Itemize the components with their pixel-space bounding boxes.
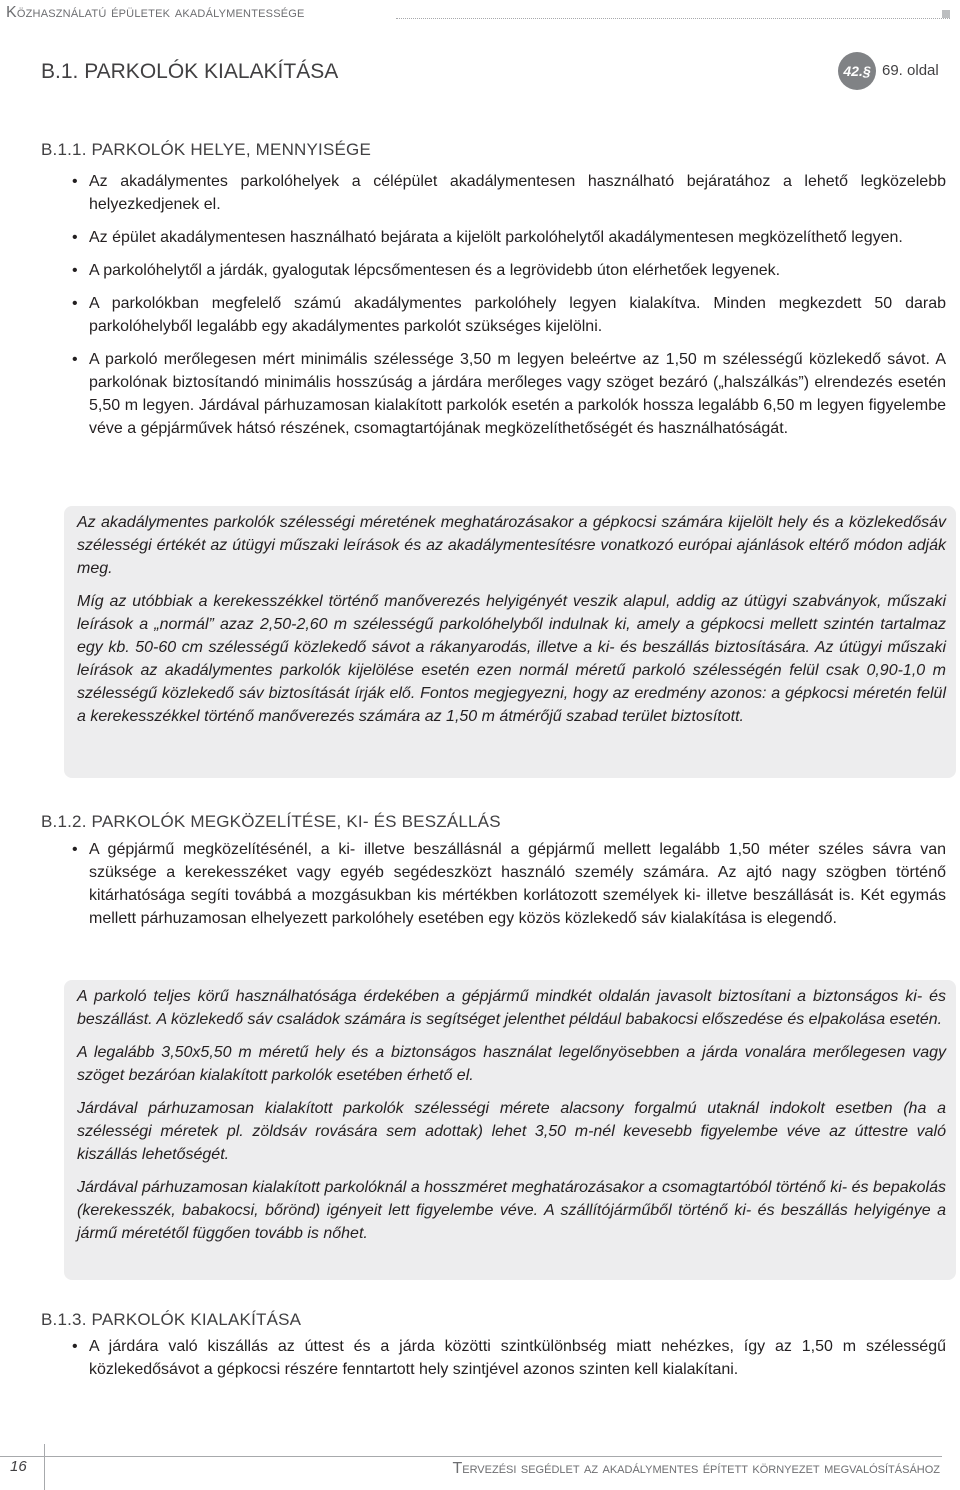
bullet-marker: • xyxy=(72,229,78,246)
page-footer xyxy=(0,1444,960,1490)
bullet-marker: • xyxy=(72,1338,78,1355)
note-paragraph: Míg az utóbbiak a kerekesszékkel történő manőverezés helyigényét veszik alapul, addig az útügyi szabványok, műszaki leírások a „normál” azaz 2,50-2,60 m szélességű parkolóhelyből indulnak ki, amely a gépkocsi mellett szintén tartalmaz egy kb. 50-60 cm szélességű közlekedő sávot a rákanyarodás, illetve a ki- és beszállás biztosítására. Az útügyi műszaki leírások az akadálymentes parkolók kijelölése esetén ezen normál méretű parkoló szélességén felül csak 0,90-1,0 m szélességű közlekedő sáv biztosítását írják elő. Fontos megjegyezni, hogy az eredmény azonos: a gépkocsi méretén felül a kerekesszékkel történő manőverezés számára az 1,50 m átmérőjű szabad terület biztosított. xyxy=(77,593,946,725)
list-item: • Az akadálymentes parkolóhelyek a célépület akadálymentesen használható bejáratához a lehető legközelebb helyezkedjenek el. xyxy=(72,170,946,216)
bullet-list-b12 xyxy=(72,838,946,940)
list-item: • A parkolóhelytől a járdák, gyalogutak lépcsőmentesen és a legrövidebb úton elérhetőek legyenek. xyxy=(72,259,946,282)
bullet-marker: • xyxy=(72,841,78,858)
header-dotted-rule xyxy=(396,18,950,19)
list-item: • Az épület akadálymentesen használható bejárata a kijelölt parkolóhelytől akadálymentesen megközelíthető legyen. xyxy=(72,226,946,249)
note-paragraph: A parkoló teljes körű használhatósága érdekében a gépjármű mindkét oldalán javasolt biztosítani a biztonságos ki- és beszállást. A közlekedő sáv családok számára is segítséget jelenthet például babakocsi előszedése és elpakolása esetén. xyxy=(77,988,946,1028)
footer-tab-divider xyxy=(44,1444,45,1490)
note-paragraph: A legalább 3,50x5,50 m méretű hely és a biztonságos használat legelőnyösebben a járda vonalára merőlegesen vagy szöget bezáróan kialakított parkolók esetében érhető el. xyxy=(77,1044,946,1084)
running-title: Közhasználatú épületek akadálymentessége xyxy=(6,4,305,21)
bullet-marker: • xyxy=(72,351,78,368)
subsection-title-b12: B.1.2. PARKOLÓK MEGKÖZELÍTÉSE, KI- ÉS BESZÁLLÁS xyxy=(41,812,501,831)
note-paragraph: Járdával párhuzamosan kialakított parkolóknál a hosszméret meghatározásakor a csomagtartóból történő ki- és bepakolás (kerekesszék, babakocsi, bőrönd) igényeit lett figyelembe véve. A szállítójárműből történő ki- és beszállás helyigénye a jármű méretétől függően tovább is nőhet. xyxy=(77,1179,946,1242)
page-number: 16 xyxy=(10,1458,27,1475)
bullet-marker: • xyxy=(72,173,78,190)
page-header xyxy=(6,4,950,28)
list-item: • A parkolókban megfelelő számú akadálymentes parkolóhely legyen kialakítva. Minden megkezdett 50 darab parkolóhelyből legalább egy akadálymentes parkolót szükséges kijelölni. xyxy=(72,292,946,338)
page-reference: 69. oldal xyxy=(882,62,939,79)
section-title: B.1. PARKOLÓK KIALAKÍTÁSA xyxy=(41,60,339,83)
list-item: • A gépjármű megközelítésénél, a ki- illetve beszállásnál a gépjármű mellett legalább 1,50 méter széles sávra van szüksége a kerekesszéket vagy egyéb segédeszközt használó személy számára. Az ajtó nagy szögben történő kitárhatósága segíti továbbá a mozgásukban kis mértékben korlátozott személyek ki- illetve beszállását is. Két egymás mellett párhuzamosan elhelyezett parkolóhely esetében egy közös közlekedő sáv kialakítása is elegendő. xyxy=(72,838,946,930)
note-paragraph: Az akadálymentes parkolók szélességi méretének meghatározásakor a gépkocsi számára kijelölt hely és a közlekedősáv szélességi értékét az útügyi műszaki leírások és az akadálymentesítésre vonatkozó európai ajánlások eltérő módon adják meg. xyxy=(77,514,946,577)
footer-title: Tervezési segédlet az akadálymentes épített környezet megvalósításához xyxy=(452,1460,940,1477)
list-item: • A járdára való kiszállás az úttest és a járda közötti szintkülönbség miatt nehézkes, így az 1,50 m szélességű közlekedősávot a gépkocsi részére fenntartott hely szintjével azonos szinten kell kialakítani. xyxy=(72,1335,946,1381)
subsection-title-b13: B.1.3. PARKOLÓK KIALAKÍTÁSA xyxy=(41,1310,302,1329)
note-paragraph: Járdával párhuzamosan kialakított parkolók szélességi mérete alacsony forgalmú utaknál indokolt esetben (ha a szélességi méretek pl. zöldsáv rovására sem adottak) lehet 3,50 m-nél kevesebb figyelembe véve az úttestre való kiszállás lehetőségét. xyxy=(77,1100,946,1163)
list-item: • A parkoló merőlegesen mért minimális szélessége 3,50 m legyen beleértve az 1,50 m szélességű közlekedő sávot. A parkolónak biztosítandó minimális hosszúság a járdára merőleges vagy szöget bezáró („halszálkás”) elrendezés esetén 5,50 m legyen. Járdával párhuzamosan kialakított parkolók esetén a parkolók hossza legalább 6,50 m legyen figyelembe véve a gépjárművek hátsó részének, csomagtartójának megközelíthetőségét és használhatóságát. xyxy=(72,348,946,440)
bullet-list-b11 xyxy=(72,170,946,450)
bullet-marker: • xyxy=(72,295,78,312)
bullet-list-b13 xyxy=(72,1335,946,1391)
bullet-marker: • xyxy=(72,262,78,279)
note-box-b11 xyxy=(64,506,956,778)
note-box-b12 xyxy=(64,980,956,1280)
subsection-title-b11: B.1.1. PARKOLÓK HELYE, MENNYISÉGE xyxy=(41,140,372,159)
paragraph-badge: 42.§ xyxy=(838,52,876,90)
footer-rule xyxy=(0,1456,942,1457)
header-square-marker xyxy=(942,10,950,18)
